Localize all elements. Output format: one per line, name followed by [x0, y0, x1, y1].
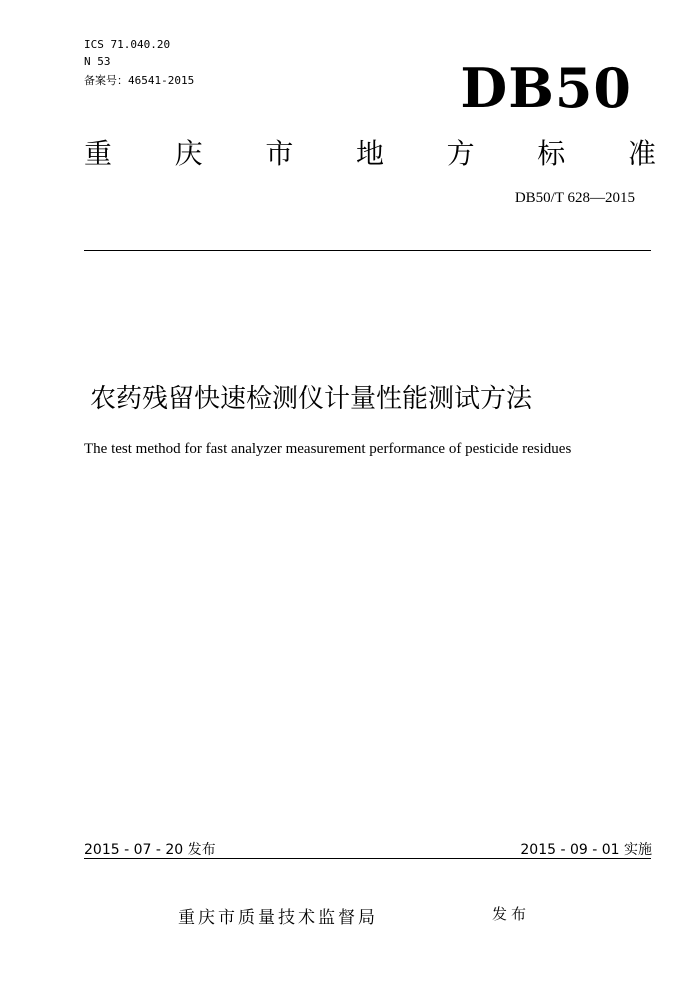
- standard-type-char: 准: [627, 137, 656, 170]
- title-english: The test method for fast analyzer measurement performance of pesticide residues: [84, 441, 572, 457]
- standard-type-char: 地: [355, 137, 384, 170]
- classification-code: N 53: [84, 55, 111, 68]
- footer-divider: [84, 858, 651, 859]
- standard-type-char: 标: [537, 137, 566, 170]
- standard-type-char: 重: [84, 137, 113, 170]
- db50-logo: DB50: [460, 56, 632, 120]
- implement-date: 2015 - 09 - 01 实施: [520, 842, 652, 858]
- standard-type-heading: [84, 136, 656, 172]
- publish-date: 2015 - 07 - 20 发布: [84, 842, 216, 858]
- title-chinese: 农药残留快速检测仪计量性能测试方法: [90, 384, 533, 414]
- issue-label: 发布: [492, 905, 531, 923]
- standard-type-char: 方: [446, 137, 475, 170]
- standard-type-char: 庆: [174, 137, 203, 170]
- header-divider: [84, 250, 651, 251]
- record-number: 备案号：46541-2015: [84, 74, 195, 87]
- standard-type-char: 市: [265, 137, 294, 170]
- ics-code: ICS 71.040.20: [84, 38, 171, 51]
- standard-number: DB50/T 628—2015: [514, 190, 635, 206]
- issuer-name: 重庆市质量技术监督局: [178, 908, 378, 928]
